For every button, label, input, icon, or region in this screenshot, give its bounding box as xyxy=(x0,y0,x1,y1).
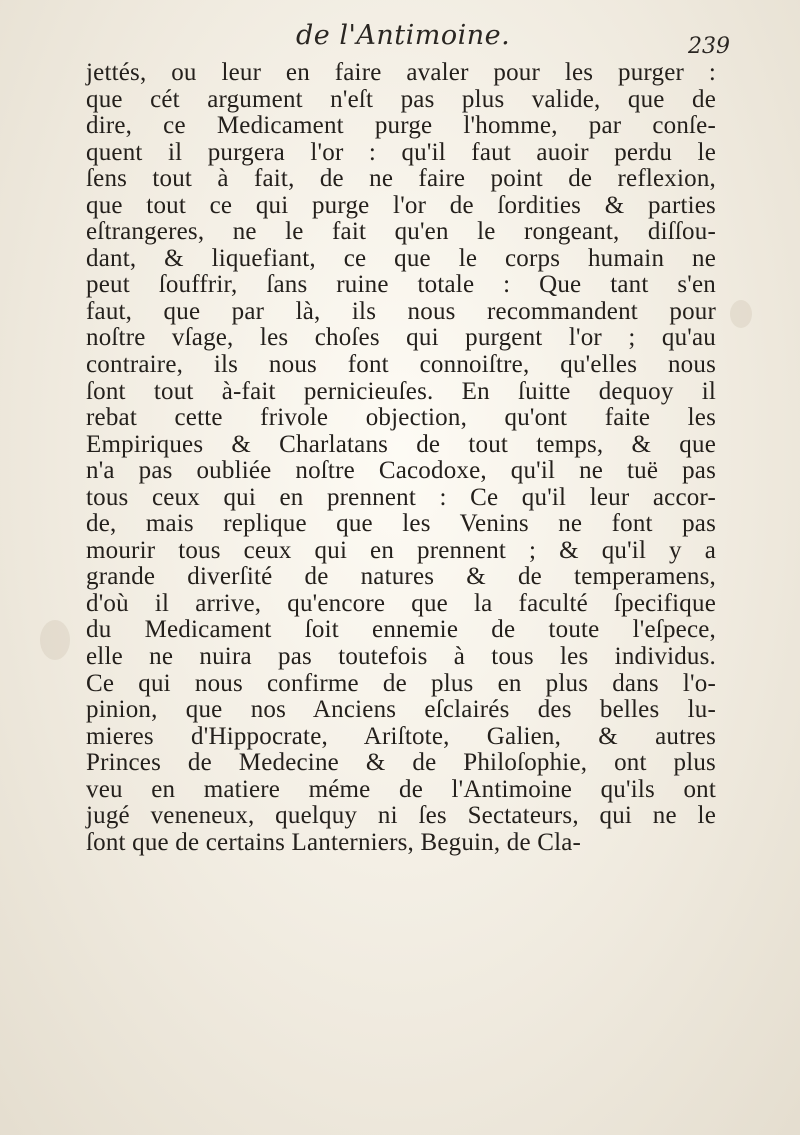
text-line: mourir tous ceux qui en prennent ; & qu'il y a xyxy=(86,536,716,564)
page-number: 239 xyxy=(688,34,730,59)
text-line: peut ſouffrir, ſans ruine totale : Que tant s'en xyxy=(86,271,716,299)
running-head xyxy=(0,18,800,58)
text-line: pinion, que nos Anciens eſclairés des belles lu- xyxy=(86,696,716,724)
text-line: Empiriques & Charlatans de tout temps, & que xyxy=(86,430,716,458)
paper-stain xyxy=(40,620,70,660)
text-line: du Medicament ſoit ennemie de toute l'eſpece, xyxy=(86,616,716,644)
text-line: de, mais replique que les Venins ne font pas xyxy=(86,510,716,538)
text-line: faut, que par là, ils nous recommandent pour xyxy=(86,297,716,325)
text-line: veu en matiere méme de l'Antimoine qu'ils ont xyxy=(86,775,716,803)
text-line: ſens tout à fait, de ne faire point de reflexion, xyxy=(86,165,716,193)
text-line: jugé veneneux, quelquy ni ſes Sectateurs, qui ne le xyxy=(86,802,716,830)
text-line: elle ne nuira pas toutefois à tous les individus. xyxy=(86,643,716,671)
text-line: eſtrangeres, ne le fait qu'en le rongeant, diſſou- xyxy=(86,218,716,246)
text-line: mieres d'Hippocrate, Ariſtote, Galien, & autres xyxy=(86,722,716,750)
text-line: dire, ce Medicament purge l'homme, par conſe- xyxy=(86,112,716,140)
text-line: jettés, ou leur en faire avaler pour les purger : xyxy=(86,59,716,86)
text-line: grande diverſité de natures & de temperamens, xyxy=(86,563,716,591)
text-line: n'a pas oubliée noſtre Cacodoxe, qu'il ne tuë pas xyxy=(86,457,716,485)
text-line: dant, & liquefiant, ce que le corps humain ne xyxy=(86,244,716,272)
text-line: d'où il arrive, qu'encore que la faculté ſpecifique xyxy=(86,589,716,617)
text-line: quent il purgera l'or : qu'il faut auoir perdu le xyxy=(86,138,716,166)
text-line: contraire, ils nous font connoiſtre, qu'elles nous xyxy=(86,351,716,379)
running-title: de l'Antimoine. xyxy=(296,20,511,51)
text-line: Ce qui nous confirme de plus en plus dans l'o- xyxy=(86,669,716,697)
paper-stain xyxy=(730,300,752,328)
text-line: tous ceux qui en prennent : Ce qu'il leur accor- xyxy=(86,483,716,511)
text-line: que cét argument n'eſt pas plus valide, que de xyxy=(86,85,716,113)
text-line: rebat cette frivole objection, qu'ont faite les xyxy=(86,404,716,432)
text-line: noſtre vſage, les choſes qui purgent l'or ; qu'au xyxy=(86,324,716,352)
text-line: ſont tout à-fait pernicieuſes. En ſuitte dequoy il xyxy=(86,377,716,405)
text-line: Princes de Medecine & de Philoſophie, ont plus xyxy=(86,749,716,777)
text-line: que tout ce qui purge l'or de ſordities & parties xyxy=(86,191,716,219)
text-line: ſont que de certains Lanterniers, Beguin, de Cla- xyxy=(86,828,582,856)
body-text xyxy=(86,60,716,856)
